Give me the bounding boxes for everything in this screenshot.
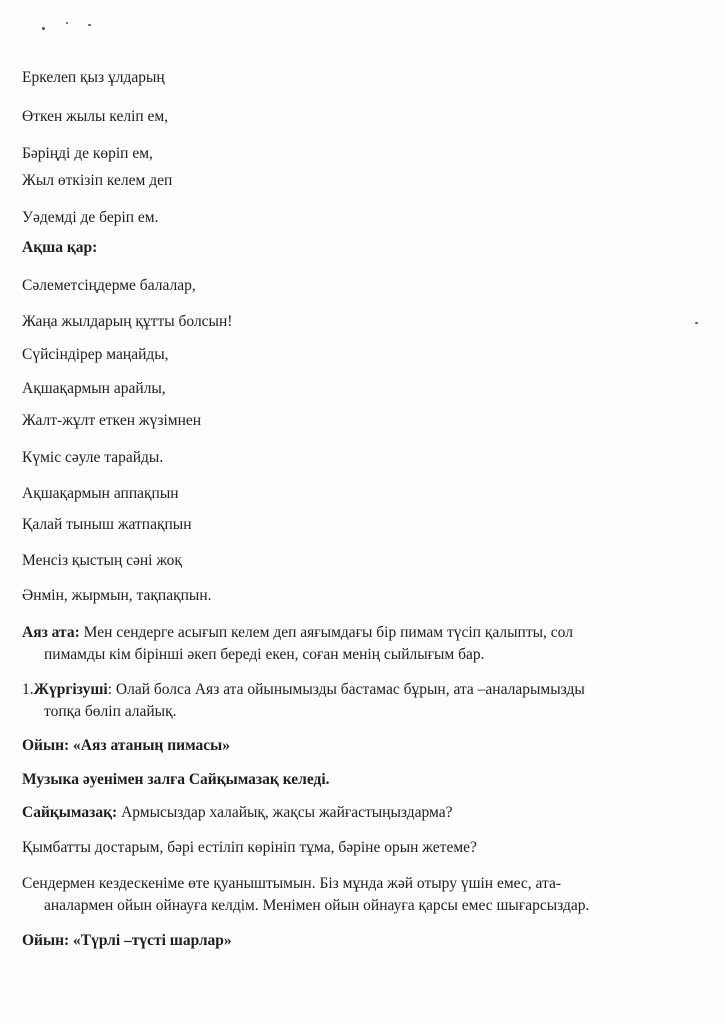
poem-line: Күміс сәуле тарайды. xyxy=(22,449,164,466)
speaker-name: Аяз ата: xyxy=(22,624,80,641)
poem-line: Уәдемді де беріп ем. xyxy=(22,209,159,226)
poem-line: Қалай тыныш жатпақпын xyxy=(22,516,192,533)
list-number: 1. xyxy=(22,681,34,698)
poem-line: Жаңа жылдарың құтты болсын! xyxy=(22,313,233,330)
paragraph-text: пимамды кім бірінші әкеп береді екен, соған менің сыйлығым бар. xyxy=(44,646,485,663)
poem-line: Ақшақармын арайлы, xyxy=(22,380,166,397)
stage-direction: Музыка әуенімен залға Сайқымазақ келеді. xyxy=(22,771,330,788)
poem-line: Жалт-жұлт еткен жүзімнен xyxy=(22,412,202,429)
poem-line: Өткен жылы келіп ем, xyxy=(22,108,169,125)
paragraph-text: аналармен ойын ойнауға келдім. Менімен ойын ойнауға қарсы емес шығарсыздар. xyxy=(44,897,590,914)
meet-paragraph xyxy=(22,873,682,917)
poem-line: Әнмін, жырмын, тақпақпын. xyxy=(22,587,212,604)
scan-speck xyxy=(695,322,698,324)
paragraph-text: Армысыздар халайық, жақсы жайғастыңыздарма? xyxy=(117,804,453,821)
scan-speck xyxy=(42,27,45,30)
poem-line: Жыл өткізіп келем деп xyxy=(22,172,173,189)
poem-line: Бәріңді де көріп ем, xyxy=(22,145,153,162)
poem-line: Еркелеп қыз ұлдарың xyxy=(22,69,165,86)
paragraph-text: Сендермен кездескеніме өте қуаныштымын. Біз мұнда жәй отыру үшін емес, ата- xyxy=(22,875,562,892)
paragraph-text: топқа бөліп алайық. xyxy=(44,703,177,720)
ayaz-ata-paragraph xyxy=(22,622,682,666)
poem-line: Сүйсіндірер маңайды, xyxy=(22,346,169,363)
poem-line: Менсіз қыстың сәні жоқ xyxy=(22,552,182,569)
paragraph-text: Мен сендерге асығып келем деп аяғымдағы бір пимам түсіп қалыпты, сол xyxy=(79,624,573,641)
speaker-name: Сайқымазақ: xyxy=(22,804,118,821)
poem-line: Ақшақармын аппақпын xyxy=(22,485,179,502)
game-heading: Ойын: «Түрлі –түсті шарлар» xyxy=(22,932,232,949)
poem-line: Сәлеметсіңдерме балалар, xyxy=(22,277,196,294)
game-heading: Ойын: «Аяз атаның пимасы» xyxy=(22,737,231,754)
friends-line: Қымбатты достарым, бәрі естіліп көрініп тұма, бәріне орын жетеме? xyxy=(22,839,477,856)
scan-speck xyxy=(66,22,68,24)
scan-speck xyxy=(88,24,91,26)
speaker-name: Жүргізуші xyxy=(33,681,108,698)
host-paragraph xyxy=(22,679,682,723)
clown-line xyxy=(22,803,452,823)
paragraph-text: : Олай болса Аяз ата ойынымызды бастамас бұрын, ата –аналарымызды xyxy=(107,681,585,698)
speaker-heading-akshakar: Ақша қар: xyxy=(22,239,98,256)
